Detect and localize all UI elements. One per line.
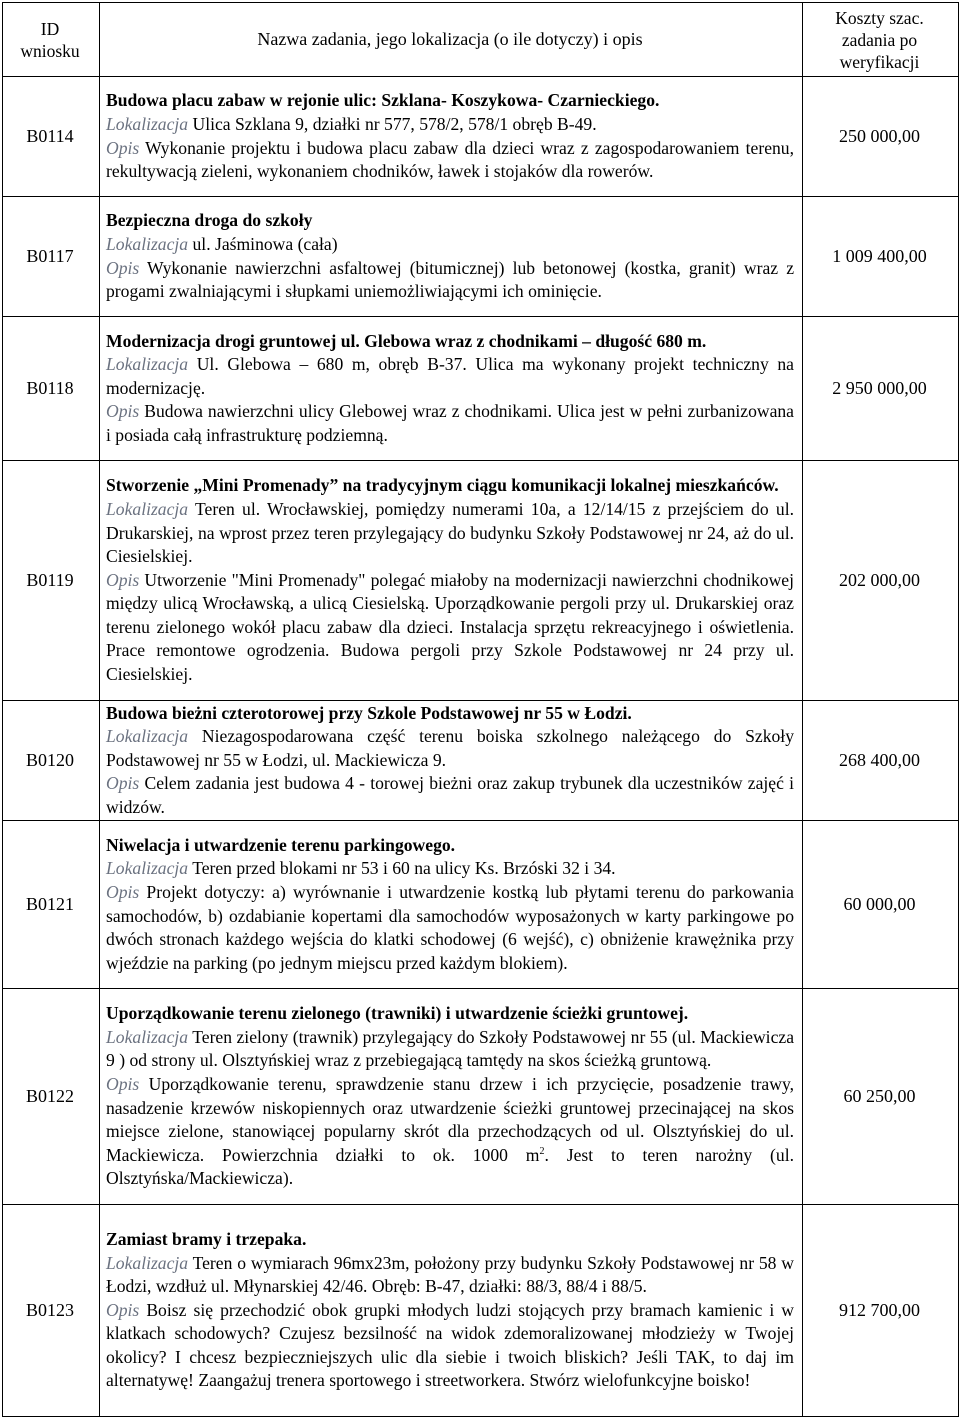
row-id: B0117 — [3, 197, 100, 317]
row-opis: Opis Utworzenie "Mini Promenady" polegać miałoby na modernizacji nawierzchni chodnikowej między ulicą Wrocławską, a ulicą Ciesielską. Uporządkowanie pergoli przy ul. Drukarskiej oraz terenu zielonego wokół placu zabaw dla dzieci. Instalacja sprzętu rekreacyjnego i oświetlenia. Prace remontowe ogrodzenia. Budowa pergoli przy Szkole Podstawowej nr 24 przy ul. Ciesielskiej. — [106, 569, 794, 685]
row-location: Lokalizacja Ulica Szklana 9, działki nr 577, 578/2, 578/1 obręb B-49. — [106, 113, 597, 134]
row-opis: Opis Projekt dotyczy: a) wyrównanie i utwardzenie kostką lub płytami terenu do parkowania samochodów, b) ozdabianie kopertami dla samochodów wyposażonych w karty parkingowe po dwóch stronach każdego wejścia do klatki schodowej (6 wejść), c) obniżenie krawężnika przy wjeździe na parking (po jednym miejscu przed każdym blokiem). — [106, 881, 794, 973]
row-opis: Opis Budowa nawierzchni ulicy Glebowej wraz z chodnikami. Ulica jest w pełni zurbanizowana i posiada całą infrastrukturę podziemną. — [106, 401, 794, 445]
row-title: Niwelacja i utwardzenie terenu parkingowego. — [106, 834, 456, 855]
row-description — [100, 317, 803, 461]
row-location: Lokalizacja Teren przed blokami nr 53 i 60 na ulicy Ks. Brzóski 32 i 34. — [106, 858, 616, 879]
row-description — [100, 701, 803, 821]
row-id: B0121 — [3, 821, 100, 989]
row-description — [100, 197, 803, 317]
row-id: B0119 — [3, 461, 100, 701]
row-opis: Opis Wykonanie projektu i budowa placu zabaw dla dzieci wraz z zagospodarowaniem terenu, rekultywacją zieleni, wykonaniem chodników, ławek i stojaków dla rowerów. — [106, 137, 794, 182]
row-location: Lokalizacja Niezagospodarowana część terenu boiska szkolnego należącego do Szkoły Podstawowej nr 55 w Łodzi, ul. Mackiewicza 9. — [106, 726, 794, 770]
row-location: Lokalizacja Teren zielony (trawnik) przylegający do Szkoły Podstawowej nr 55 (ul. Mackiewicza 9 ) od strony ul. Olsztyńskiej wraz z przebiegającą tamtędy na skos ścieżką gruntową. — [106, 1026, 794, 1071]
table-row — [3, 317, 959, 461]
row-title: Modernizacja drogi gruntowej ul. Glebowa wraz z chodnikami – długość 680 m. — [106, 330, 707, 351]
row-title: Bezpieczna droga do szkoły — [106, 210, 313, 231]
row-title: Budowa bieżni czterotorowej przy Szkole Podstawowej nr 55 w Łodzi. — [106, 702, 632, 723]
row-cost: 912 700,00 — [803, 1205, 959, 1417]
row-id: B0118 — [3, 317, 100, 461]
row-opis: Opis Celem zadania jest budowa 4 - torowej bieżni oraz zakup trybunek dla uczestników zajęć i widzów. — [106, 773, 794, 817]
superscript-two: 2 — [539, 1145, 545, 1157]
table-row — [3, 989, 959, 1205]
table-header-row — [3, 3, 959, 77]
row-cost: 60 000,00 — [803, 821, 959, 989]
row-id: B0120 — [3, 701, 100, 821]
row-cost: 202 000,00 — [803, 461, 959, 701]
row-id: B0122 — [3, 989, 100, 1205]
table-row — [3, 197, 959, 317]
header-id: ID wniosku — [3, 3, 100, 77]
row-location: Lokalizacja Teren o wymiarach 96mx23m, położony przy budynku Szkoły Podstawowej nr 58 w Łodzi, wzdłuż ul. Młynarskiej 42/46. Obręb: B-47, działki: 88/3, 88/4 i 88/5. — [106, 1252, 794, 1297]
row-location: Lokalizacja Ul. Glebowa – 680 m, obręb B-37. Ulica ma wykonany projekt techniczny na modernizację. — [106, 354, 794, 398]
row-title: Budowa placu zabaw w rejonie ulic: Szklana- Koszykowa- Czarnieckiego. — [106, 90, 660, 111]
row-opis: Opis Boisz się przechodzić obok grupki młodych ludzi stojących przy bramach kamienic i w klatkach schodowych? Czujesz bezsilność na widok zdemoralizowanej młodzieży w Twojej okolicy? I chcesz bezpieczniejszych ulic dla siebie i twoich bliskich? Jeśli TAK, to daj im alternatywę! Zaangażuj trenera sportowego i streetworkera. Stwórz wielofunkcyjne boisko! — [106, 1299, 794, 1391]
row-description — [100, 461, 803, 701]
table-row — [3, 701, 959, 821]
row-cost: 250 000,00 — [803, 77, 959, 197]
table-row — [3, 1205, 959, 1417]
row-id: B0114 — [3, 77, 100, 197]
row-cost: 1 009 400,00 — [803, 197, 959, 317]
row-opis: Opis Wykonanie nawierzchni asfaltowej (bitumicznej) lub betonowej (kostka, granit) wraz z progami zwalniającymi i słupkami uniemożliwiającymi ich ominięcie. — [106, 257, 794, 302]
row-opis: Opis Uporządkowanie terenu, sprawdzenie stanu drzew i ich przycięcie, posadzenie trawy, nasadzenie krzewów niskopiennych oraz utwardzenie ścieżki gruntowej przecinającej na skos miejsce zielone, stanowiącej popularny skrót dla przechodzących od ul. Olsztyńskiej do ul. Mackiewicza. Powierzchnia działki to ok. 1000 $m^2$. Jest to teren narożny (ul. Olsztyńska/Mackiewicza). — [106, 1073, 794, 1189]
row-cost: 60 250,00 — [803, 989, 959, 1205]
row-description — [100, 77, 803, 197]
row-location: Lokalizacja Teren ul. Wrocławskiej, pomiędzy numerami 10a, a 12/14/15 z przejściem do ul. Drukarskiej, na wprost przez teren przylegający do budynku Szkoły Podstawowej nr 24, aż do ul. Ciesielskiej. — [106, 498, 794, 567]
header-name: Nazwa zadania, jego lokalizacja (o ile dotyczy) i opis — [100, 3, 803, 77]
row-cost: 268 400,00 — [803, 701, 959, 821]
projects-table — [2, 2, 959, 1417]
table-row — [3, 461, 959, 701]
row-description — [100, 989, 803, 1205]
row-location: Lokalizacja ul. Jaśminowa (cała) — [106, 233, 338, 254]
table-row — [3, 821, 959, 989]
row-id: B0123 — [3, 1205, 100, 1417]
row-description — [100, 821, 803, 989]
row-title: Stworzenie „Mini Promenady” na tradycyjnym ciągu komunikacji lokalnej mieszkańców. — [106, 475, 779, 496]
row-cost: 2 950 000,00 — [803, 317, 959, 461]
table-row — [3, 77, 959, 197]
row-title: Zamiast bramy i trzepaka. — [106, 1228, 307, 1249]
row-title: Uporządkowanie terenu zielonego (trawniki) i utwardzenie ścieżki gruntowej. — [106, 1003, 689, 1024]
header-cost: Koszty szac. zadania po weryfikacji — [803, 3, 959, 77]
row-description — [100, 1205, 803, 1417]
